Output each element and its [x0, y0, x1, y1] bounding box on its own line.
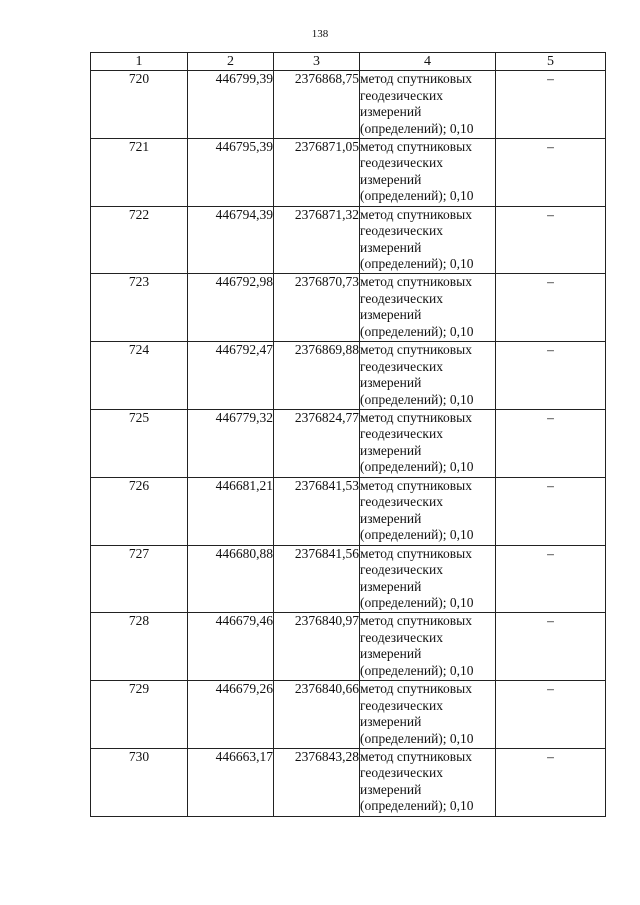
method-cell: метод спутниковых геодезических измерений (определений); 0,10: [360, 613, 496, 681]
x-coordinate-cell: 446679,26: [188, 681, 274, 749]
y-coordinate-cell: 2376840,97: [274, 613, 360, 681]
column-header-1: 1: [91, 53, 188, 71]
point-number-cell: 726: [91, 477, 188, 545]
point-number-cell: 728: [91, 613, 188, 681]
table-row: [91, 409, 606, 477]
point-number-cell: 723: [91, 274, 188, 342]
x-coordinate-cell: 446663,17: [188, 748, 274, 816]
point-number-cell: 722: [91, 206, 188, 274]
point-number-cell: 730: [91, 748, 188, 816]
point-number-cell: 721: [91, 138, 188, 206]
note-cell: –: [496, 477, 606, 545]
y-coordinate-cell: 2376871,05: [274, 138, 360, 206]
method-cell: метод спутниковых геодезических измерений (определений); 0,10: [360, 342, 496, 410]
method-cell: метод спутниковых геодезических измерений (определений); 0,10: [360, 748, 496, 816]
column-header-4: 4: [360, 53, 496, 71]
table-row: [91, 206, 606, 274]
x-coordinate-cell: 446792,98: [188, 274, 274, 342]
method-cell: метод спутниковых геодезических измерений (определений); 0,10: [360, 274, 496, 342]
y-coordinate-cell: 2376871,32: [274, 206, 360, 274]
method-cell: метод спутниковых геодезических измерений (определений); 0,10: [360, 71, 496, 139]
point-number-cell: 725: [91, 409, 188, 477]
y-coordinate-cell: 2376824,77: [274, 409, 360, 477]
table-body: [91, 71, 606, 817]
y-coordinate-cell: 2376841,56: [274, 545, 360, 613]
method-cell: метод спутниковых геодезических измерений (определений); 0,10: [360, 681, 496, 749]
coordinates-table: [90, 52, 606, 817]
note-cell: –: [496, 274, 606, 342]
y-coordinate-cell: 2376840,66: [274, 681, 360, 749]
point-number-cell: 729: [91, 681, 188, 749]
note-cell: –: [496, 206, 606, 274]
note-cell: –: [496, 613, 606, 681]
x-coordinate-cell: 446799,39: [188, 71, 274, 139]
table-row: [91, 71, 606, 139]
method-cell: метод спутниковых геодезических измерений (определений); 0,10: [360, 138, 496, 206]
table-header: [91, 53, 606, 71]
x-coordinate-cell: 446681,21: [188, 477, 274, 545]
x-coordinate-cell: 446679,46: [188, 613, 274, 681]
y-coordinate-cell: 2376870,73: [274, 274, 360, 342]
note-cell: –: [496, 71, 606, 139]
point-number-cell: 720: [91, 71, 188, 139]
column-header-3: 3: [274, 53, 360, 71]
point-number-cell: 727: [91, 545, 188, 613]
note-cell: –: [496, 748, 606, 816]
x-coordinate-cell: 446680,88: [188, 545, 274, 613]
method-cell: метод спутниковых геодезических измерений (определений); 0,10: [360, 545, 496, 613]
page-number: 138: [311, 28, 329, 40]
column-header-2: 2: [188, 53, 274, 71]
table-row: [91, 681, 606, 749]
method-cell: метод спутниковых геодезических измерений (определений); 0,10: [360, 206, 496, 274]
table-row: [91, 342, 606, 410]
y-coordinate-cell: 2376868,75: [274, 71, 360, 139]
table-row: [91, 613, 606, 681]
x-coordinate-cell: 446794,39: [188, 206, 274, 274]
note-cell: –: [496, 342, 606, 410]
table-row: [91, 477, 606, 545]
y-coordinate-cell: 2376841,53: [274, 477, 360, 545]
x-coordinate-cell: 446795,39: [188, 138, 274, 206]
y-coordinate-cell: 2376843,28: [274, 748, 360, 816]
table-row: [91, 748, 606, 816]
note-cell: –: [496, 545, 606, 613]
point-number-cell: 724: [91, 342, 188, 410]
x-coordinate-cell: 446792,47: [188, 342, 274, 410]
note-cell: –: [496, 681, 606, 749]
x-coordinate-cell: 446779,32: [188, 409, 274, 477]
method-cell: метод спутниковых геодезических измерений (определений); 0,10: [360, 409, 496, 477]
note-cell: –: [496, 409, 606, 477]
note-cell: –: [496, 138, 606, 206]
table-row: [91, 545, 606, 613]
table-row: [91, 138, 606, 206]
table-row: [91, 274, 606, 342]
column-header-5: 5: [496, 53, 606, 71]
y-coordinate-cell: 2376869,88: [274, 342, 360, 410]
method-cell: метод спутниковых геодезических измерений (определений); 0,10: [360, 477, 496, 545]
